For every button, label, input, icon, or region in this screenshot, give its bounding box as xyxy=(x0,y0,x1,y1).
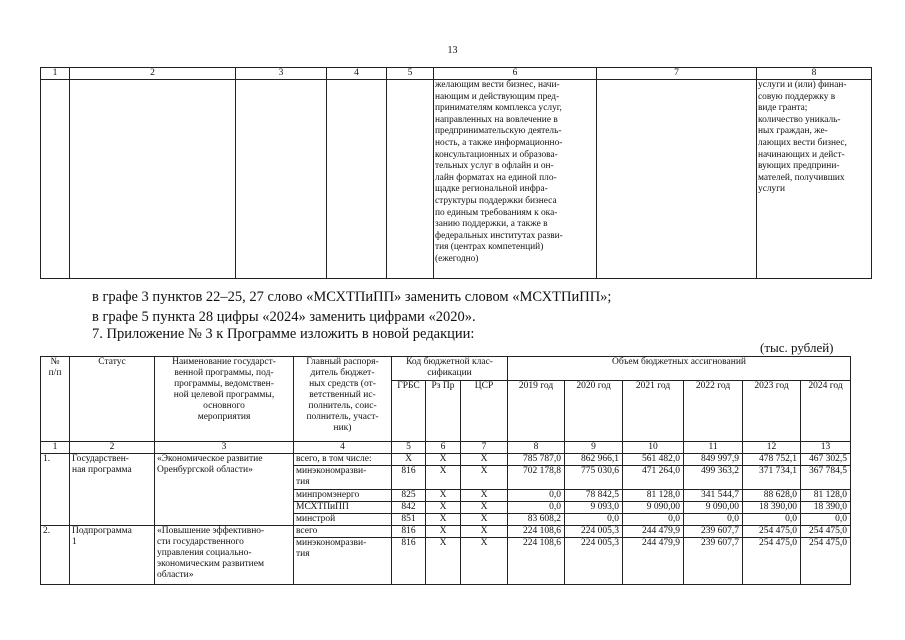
row-value: 9 090,00 xyxy=(684,502,743,514)
row-value: 224 005,3 xyxy=(565,538,623,585)
row-csr: Х xyxy=(461,466,508,490)
row-value: 467 302,5 xyxy=(801,454,851,466)
row-value: 254 475,0 xyxy=(743,538,801,585)
row-value: 18 390,00 xyxy=(743,502,801,514)
row-csr: Х xyxy=(461,514,508,526)
row-rzpr: Х xyxy=(426,538,461,585)
header-year: 2019 год xyxy=(508,381,565,442)
t1-col-number: 8 xyxy=(757,68,872,80)
col-number: 7 xyxy=(461,442,508,454)
paragraph-appendix-heading: 7. Приложение № 3 к Программе изложить в новой редакции: xyxy=(92,326,475,342)
t1-col8-text: услуги и (или) финан- совую поддержку в виде гранта; количество уникаль- ных граждан, же- лающих вести бизнес, начинающих и дейст- вующих предприни- мателей, получивших услуги xyxy=(757,80,872,279)
row-name: «Экономическое развитие Оренбургской области» xyxy=(155,454,294,526)
row-value: 83 608,2 xyxy=(508,514,565,526)
row-admin: МСХТПиПП xyxy=(294,502,392,514)
row-value: 254 475,0 xyxy=(801,538,851,585)
row-csr: Х xyxy=(461,538,508,585)
budget-table xyxy=(40,356,851,585)
units-label: (тыс. рублей) xyxy=(760,340,834,355)
row-grbs: Х xyxy=(392,454,426,466)
row-rzpr: Х xyxy=(426,466,461,490)
header-grbs: ГРБС xyxy=(392,381,426,442)
header-admin: Главный распоря- дитель бюджет- ных средств (от- ветственный ис- полнитель, соис- полнитель, участ- ник) xyxy=(294,357,392,442)
row-value: 239 607,7 xyxy=(684,538,743,585)
row-name: «Повышение эффективно- сти государственного управления социально- экономическим развитием области» xyxy=(155,526,294,585)
row-admin: минэкономразви- тия xyxy=(294,466,392,490)
row-status: Государствен- ная программа xyxy=(70,454,155,526)
row-num: 1. xyxy=(41,454,70,526)
row-value: 341 544,7 xyxy=(684,490,743,502)
col-number: 5 xyxy=(392,442,426,454)
row-grbs: 825 xyxy=(392,490,426,502)
row-value: 78 842,5 xyxy=(565,490,623,502)
header-name: Наименование государст- венной программы, под- программы, ведомствен- ной целевой программы, основного мероприятия xyxy=(155,357,294,442)
row-value: 254 475,0 xyxy=(743,526,801,538)
header-rzpr: Рз Пр xyxy=(426,381,461,442)
row-value: 9 093,0 xyxy=(565,502,623,514)
row-admin: минпромэнерго xyxy=(294,490,392,502)
row-value: 471 264,0 xyxy=(623,466,684,490)
col-number: 10 xyxy=(623,442,684,454)
row-grbs: 816 xyxy=(392,466,426,490)
col-number: 6 xyxy=(426,442,461,454)
t1-cell xyxy=(236,80,327,279)
row-csr: Х xyxy=(461,490,508,502)
row-value: 239 607,7 xyxy=(684,526,743,538)
row-value: 561 482,0 xyxy=(623,454,684,466)
row-value: 0,0 xyxy=(684,514,743,526)
row-value: 478 752,1 xyxy=(743,454,801,466)
table-row xyxy=(41,454,851,466)
row-csr: Х xyxy=(461,454,508,466)
col-number: 13 xyxy=(801,442,851,454)
row-admin: всего xyxy=(294,526,392,538)
header-year: 2020 год xyxy=(565,381,623,442)
row-value: 18 390,0 xyxy=(801,502,851,514)
header-status: Статус xyxy=(70,357,155,442)
t1-cell xyxy=(70,80,236,279)
row-num: 2. xyxy=(41,526,70,585)
row-status: Подпрограмма 1 xyxy=(70,526,155,585)
header-volume-group: Объем бюджетных ассигнований xyxy=(508,357,851,381)
row-value: 88 628,0 xyxy=(743,490,801,502)
row-value: 9 090,00 xyxy=(623,502,684,514)
row-csr: Х xyxy=(461,526,508,538)
row-admin: минстрой xyxy=(294,514,392,526)
row-csr: Х xyxy=(461,502,508,514)
t1-col-number: 3 xyxy=(236,68,327,80)
header-csr: ЦСР xyxy=(461,381,508,442)
row-value: 224 108,6 xyxy=(508,526,565,538)
col-number: 4 xyxy=(294,442,392,454)
row-value: 849 997,9 xyxy=(684,454,743,466)
row-admin: минэкономразви- тия xyxy=(294,538,392,585)
t1-col-number: 1 xyxy=(41,68,70,80)
row-admin: всего, в том числе: xyxy=(294,454,392,466)
row-value: 81 128,0 xyxy=(623,490,684,502)
row-rzpr: Х xyxy=(426,490,461,502)
row-value: 0,0 xyxy=(508,502,565,514)
col-number: 8 xyxy=(508,442,565,454)
t1-col-number: 5 xyxy=(387,68,434,80)
page-number: 13 xyxy=(447,45,458,56)
col-number: 1 xyxy=(41,442,70,454)
row-value: 224 108,6 xyxy=(508,538,565,585)
row-value: 367 784,5 xyxy=(801,466,851,490)
t1-col-number: 7 xyxy=(597,68,757,80)
row-rzpr: Х xyxy=(426,454,461,466)
row-value: 0,0 xyxy=(801,514,851,526)
col-number: 9 xyxy=(565,442,623,454)
t1-cell xyxy=(597,80,757,279)
row-value: 862 966,1 xyxy=(565,454,623,466)
t1-cell xyxy=(327,80,387,279)
paragraph-replace-digits: в графе 5 пункта 28 цифры «2024» заменить цифрами «2020». xyxy=(92,309,476,325)
col-number: 2 xyxy=(70,442,155,454)
header-year: 2022 год xyxy=(684,381,743,442)
col-number: 12 xyxy=(743,442,801,454)
row-grbs: 851 xyxy=(392,514,426,526)
row-grbs: 816 xyxy=(392,538,426,585)
row-value: 0,0 xyxy=(565,514,623,526)
row-value: 0,0 xyxy=(623,514,684,526)
header-year: 2024 год xyxy=(801,381,851,442)
t1-col-number: 4 xyxy=(327,68,387,80)
row-value: 224 005,3 xyxy=(565,526,623,538)
row-grbs: 816 xyxy=(392,526,426,538)
header-year: 2023 год xyxy=(743,381,801,442)
row-value: 499 363,2 xyxy=(684,466,743,490)
col-number: 11 xyxy=(684,442,743,454)
header-num: № п/п xyxy=(41,357,70,442)
row-value: 775 030,6 xyxy=(565,466,623,490)
t1-col-number: 2 xyxy=(70,68,236,80)
table-row xyxy=(41,526,851,538)
row-value: 785 787,0 xyxy=(508,454,565,466)
continuation-table xyxy=(40,67,872,279)
row-value: 702 178,8 xyxy=(508,466,565,490)
row-rzpr: Х xyxy=(426,502,461,514)
paragraph-replace-word: в графе 3 пунктов 22–25, 27 слово «МСХТПиПП» заменить словом «МСХТПиПП»; xyxy=(92,289,612,305)
row-value: 81 128,0 xyxy=(801,490,851,502)
row-rzpr: Х xyxy=(426,514,461,526)
row-value: 244 479,9 xyxy=(623,526,684,538)
row-rzpr: Х xyxy=(426,526,461,538)
row-grbs: 842 xyxy=(392,502,426,514)
header-code-group: Код бюджетной клас- сификации xyxy=(392,357,508,381)
t1-col-number: 6 xyxy=(434,68,597,80)
row-value: 244 479,9 xyxy=(623,538,684,585)
row-value: 254 475,0 xyxy=(801,526,851,538)
row-value: 371 734,1 xyxy=(743,466,801,490)
t1-cell xyxy=(41,80,70,279)
row-value: 0,0 xyxy=(743,514,801,526)
row-value: 0,0 xyxy=(508,490,565,502)
header-year: 2021 год xyxy=(623,381,684,442)
t1-cell xyxy=(387,80,434,279)
t1-col6-text: желающим вести бизнес, начи- нающим и действующим пред- принимателям комплекса услуг, направленных на вовлечение в предпринимательскую деятель- ность, а также информационно- консультационных и образова- тельных услуг в офлайн и он- лайн форматах на единой пло- щадке региональной инфра- структуры поддержки бизнеса по единым требованиям к ока- занию поддержки, а также в федеральных институтах разви- тия (центрах компетенций) (ежегодно) xyxy=(434,80,597,279)
col-number: 3 xyxy=(155,442,294,454)
